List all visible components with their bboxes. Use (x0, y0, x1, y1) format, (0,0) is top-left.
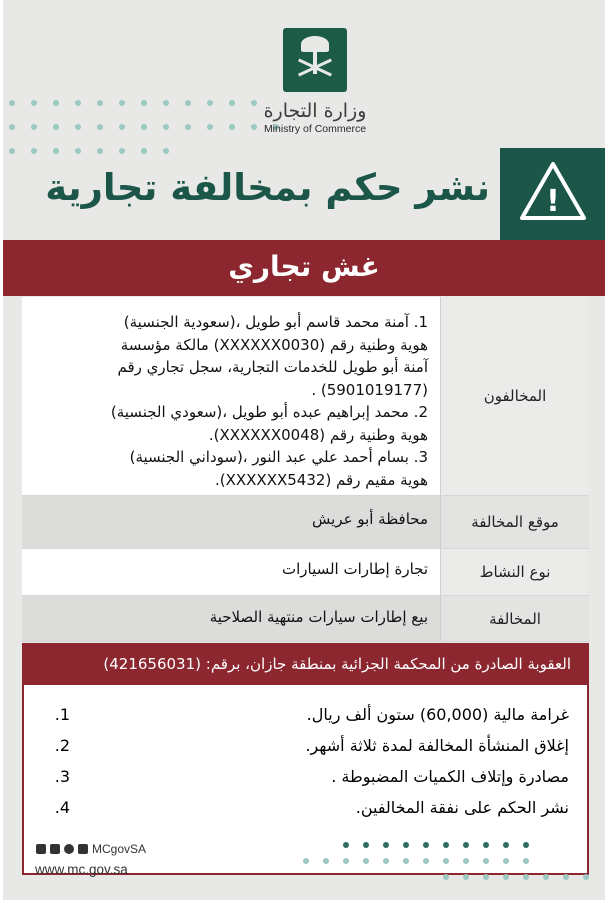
penalty-number: 3. (54, 767, 70, 786)
violation-label: المخالفة (441, 596, 589, 641)
penalty-number: 1. (54, 705, 70, 724)
announcement-poster (3, 0, 605, 900)
violators-row (22, 297, 589, 496)
penalty-text: غرامة مالية (60,000) ستون ألف ريال. (306, 705, 569, 724)
social-handle[interactable]: MCgovSA (92, 842, 147, 856)
ministry-name-arabic: وزارة التجارة (263, 100, 367, 122)
violator-line: 3. بسام أحمد علي عبد النور ،(سوداني الجنسية) (129, 448, 428, 466)
violators-value (22, 297, 440, 495)
violator-line: هوية مقيم رقم (XXXXXX5432). (214, 470, 428, 489)
decorative-dots-top (9, 100, 257, 106)
violator-line: 2. محمد إبراهيم عبده أبو طويل ،(سعودي الجنسية) (110, 403, 428, 421)
violator-line: آمنة أبو طويل للخدمات التجارية، سجل تجاري رقم (117, 358, 428, 376)
activity-row (22, 549, 589, 596)
location-value: محافظة أبو عريش (312, 510, 428, 528)
activity-label: نوع النشاط (441, 549, 589, 595)
penalty-item (42, 761, 569, 792)
twitter-icon[interactable] (36, 844, 46, 854)
decorative-dots-footer-3 (443, 874, 589, 880)
violator-line: (5901019177) . (311, 380, 428, 399)
page-title: نشر حكم بمخالفة تجارية (45, 166, 490, 209)
ministry-logo (255, 28, 375, 135)
saudi-emblem-icon (283, 28, 347, 92)
ministry-name-english: Ministry of Commerce (263, 123, 367, 135)
website-link[interactable]: www.mc.gov.sa (35, 862, 128, 877)
violator-line: 1. آمنة محمد قاسم أبو طويل ،(سعودية الجنسية) (123, 313, 428, 331)
penalty-text: إغلاق المنشأة المخالفة لمدة ثلاثة أشهر. (305, 736, 569, 755)
location-row (22, 496, 589, 549)
violation-value: بيع إطارات سيارات منتهية الصلاحية (209, 608, 428, 626)
warning-box (500, 148, 605, 240)
penalty-number: 4. (54, 798, 70, 817)
facebook-icon[interactable] (50, 844, 60, 854)
penalty-item (42, 730, 569, 761)
footer (3, 838, 605, 900)
title-bar (3, 148, 605, 240)
violation-row (22, 596, 589, 642)
violators-label: المخالفون (441, 297, 589, 495)
instagram-icon[interactable] (64, 844, 74, 854)
decorative-dots-footer-2 (303, 858, 529, 864)
penalty-item (42, 699, 569, 730)
warning-triangle-icon (518, 160, 588, 222)
violator-line: هوية وطنية رقم (XXXXXX0048). (208, 425, 428, 444)
activity-value: تجارة إطارات السيارات (281, 560, 428, 578)
violation-category: غش تجاري (3, 240, 605, 296)
penalty-heading: العقوبة الصادرة من المحكمة الجزائية بمنطقة جازان، برقم: (421656031) (22, 643, 589, 685)
violation-details-table (22, 297, 589, 642)
decorative-dots-footer-1 (343, 842, 529, 848)
decorative-dots-middle (9, 124, 279, 130)
penalty-text: نشر الحكم على نفقة المخالفين. (355, 798, 569, 817)
location-label: موقع المخالفة (441, 496, 589, 548)
penalty-text: مصادرة وإتلاف الكميات المضبوطة . (331, 767, 569, 786)
social-links (36, 842, 146, 856)
youtube-icon[interactable] (78, 844, 88, 854)
warning-symbol: ! (546, 184, 560, 219)
violator-line: هوية وطنية رقم (XXXXXX0030) مالكة مؤسسة (120, 335, 428, 354)
penalty-number: 2. (54, 736, 70, 755)
penalty-item (42, 792, 569, 823)
